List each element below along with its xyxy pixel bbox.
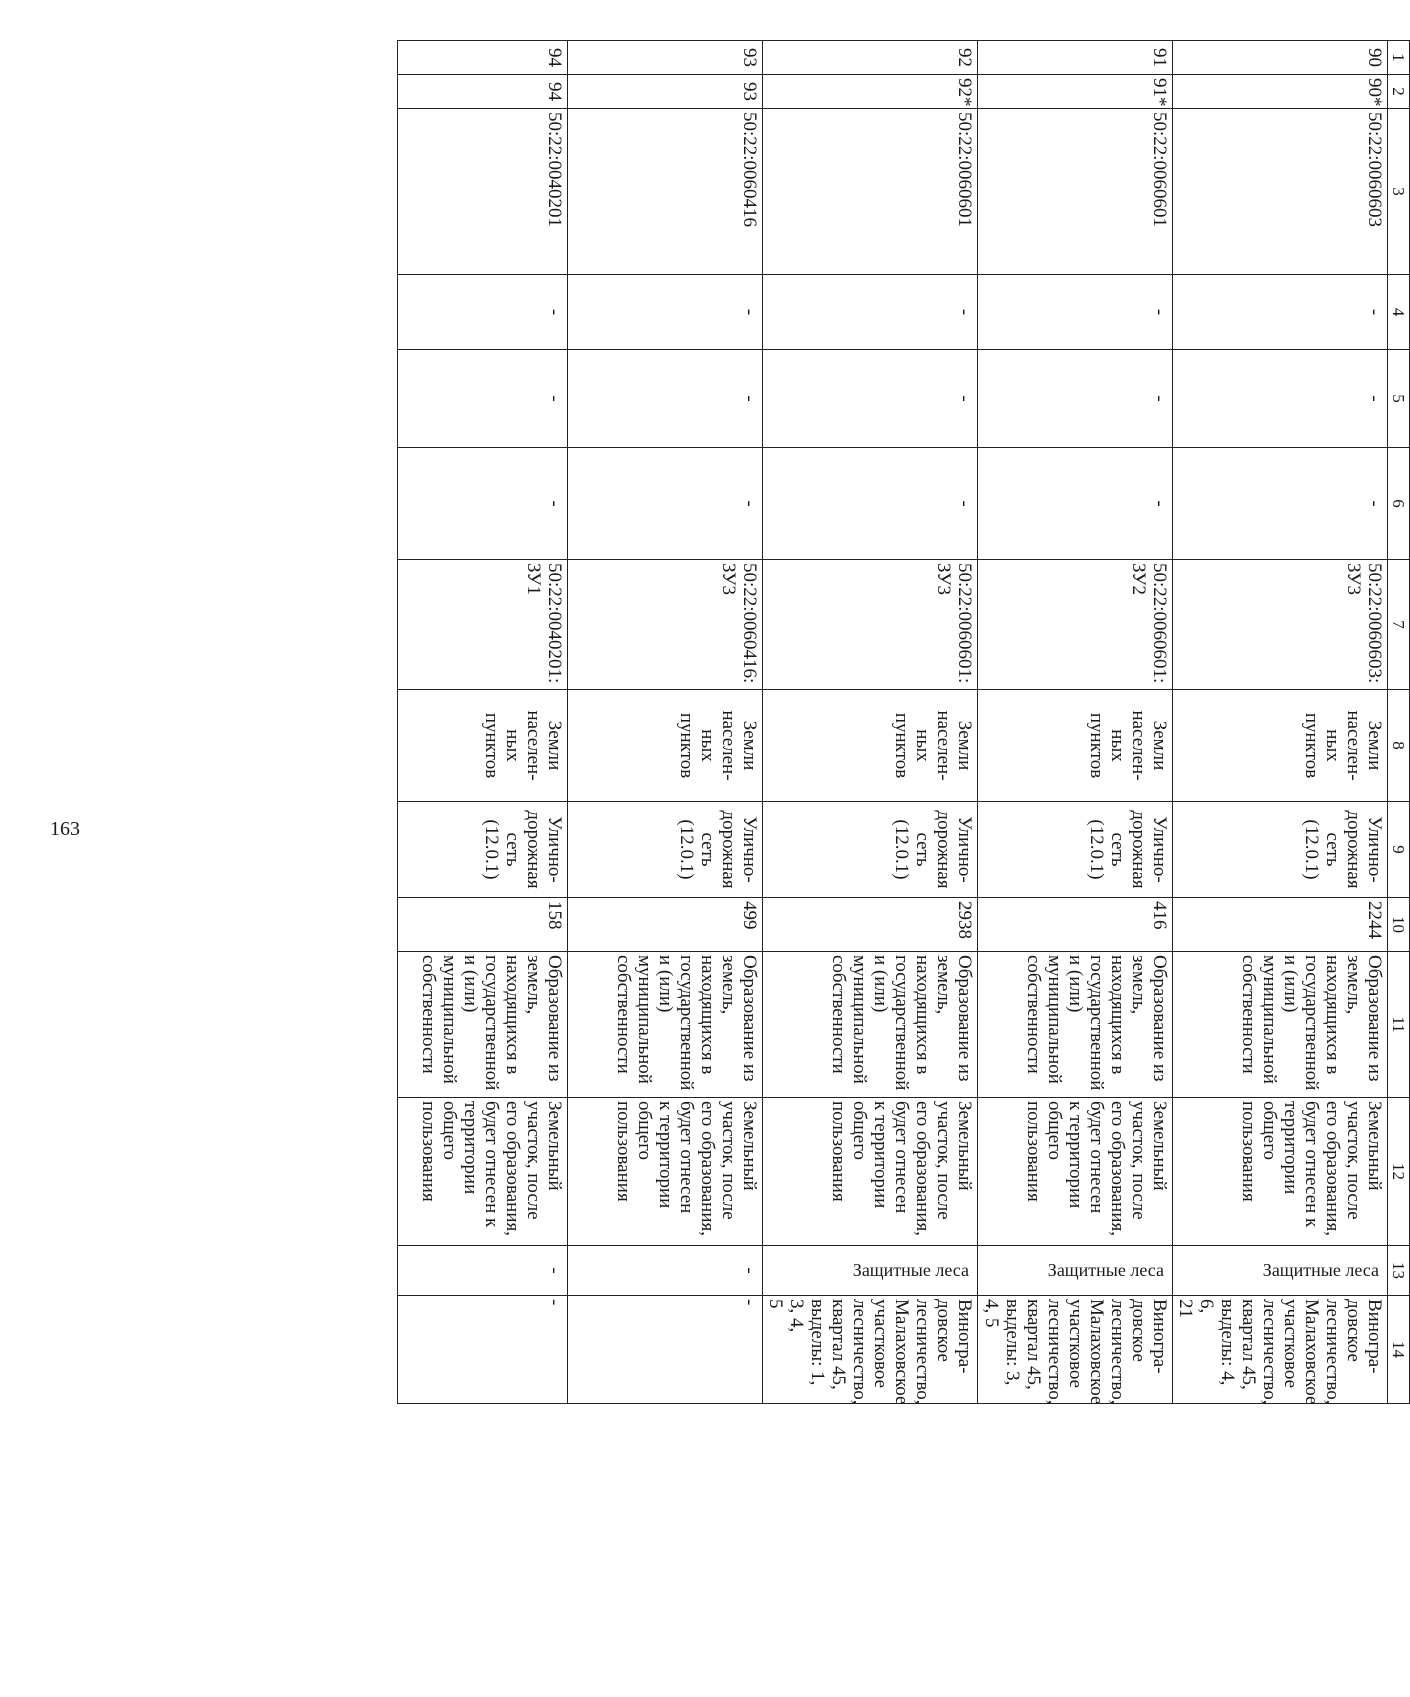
col-header-4: 4	[1388, 275, 1410, 350]
cell-col-10: 2244	[1173, 898, 1388, 952]
rotated-table-wrapper	[210, 40, 1410, 1403]
cell-col-3: 50:22:0060601	[978, 109, 1173, 275]
table-body	[398, 41, 1388, 1404]
cell-col-2: 93	[568, 75, 763, 109]
cell-col-7: 50:22:0060603: ЗУ3	[1173, 560, 1388, 690]
cell-col-3: 50:22:0060601	[763, 109, 978, 275]
cell-col-12: Земельный участок, после его образования, будет отнесен к территории общего пользования	[568, 1098, 763, 1246]
cell-col-3: 50:22:0060416	[568, 109, 763, 275]
col-header-14: 14	[1388, 1296, 1410, 1404]
cell-col-1: 90	[1173, 41, 1388, 75]
col-header-12: 12	[1388, 1098, 1410, 1246]
cell-col-5: -	[978, 350, 1173, 448]
cell-col-11: Образование из земель, находящихся в государственной и (или) муниципальной собственности	[978, 952, 1173, 1098]
table-row	[568, 41, 763, 1404]
cell-col-12: Земельный участок, после его образования, будет отнесен к территории общего пользования	[978, 1098, 1173, 1246]
cell-col-14: Виногра- довское лесничество, Малаховское участковое лесничество, квартал 45, выделы: 4, 6, 21	[1173, 1296, 1388, 1404]
cell-col-14: Виногра- довское лесничество, Малаховское участковое лесничество, квартал 45, выделы: 1, 3, 4, 5	[763, 1296, 978, 1404]
col-header-10: 10	[1388, 898, 1410, 952]
cell-col-12: Земельный участок, после его образования, будет отнесен к территории общего пользования	[1173, 1098, 1388, 1246]
cell-col-14: -	[398, 1296, 568, 1404]
cell-col-10: 2938	[763, 898, 978, 952]
table-row	[1173, 41, 1388, 1404]
cell-col-14: -	[568, 1296, 763, 1404]
col-header-1: 1	[1388, 41, 1410, 75]
cell-col-2: 92*	[763, 75, 978, 109]
header-row	[1388, 41, 1410, 1404]
cell-col-6: -	[763, 448, 978, 560]
cell-col-5: -	[763, 350, 978, 448]
cell-col-10: 416	[978, 898, 1173, 952]
table-row	[978, 41, 1173, 1404]
cell-col-9: Улично- дорожная сеть (12.0.1)	[398, 802, 568, 898]
cell-col-12: Земельный участок, после его образования, будет отнесен к территории общего пользования	[398, 1098, 568, 1246]
cell-col-11: Образование из земель, находящихся в государственной и (или) муниципальной собственности	[568, 952, 763, 1098]
table-row	[398, 41, 568, 1404]
cell-col-6: -	[568, 448, 763, 560]
col-header-7: 7	[1388, 560, 1410, 690]
col-header-9: 9	[1388, 802, 1410, 898]
cell-col-5: -	[1173, 350, 1388, 448]
cell-col-7: 50:22:0040201: ЗУ1	[398, 560, 568, 690]
cell-col-13: -	[568, 1246, 763, 1296]
cell-col-2: 91*	[978, 75, 1173, 109]
cell-col-10: 158	[398, 898, 568, 952]
cell-col-7: 50:22:0060601: ЗУ2	[978, 560, 1173, 690]
cell-col-4: -	[763, 275, 978, 350]
col-header-13: 13	[1388, 1246, 1410, 1296]
cell-col-2: 94	[398, 75, 568, 109]
cell-col-1: 93	[568, 41, 763, 75]
col-header-5: 5	[1388, 350, 1410, 448]
forest-type-label: Защитные леса	[1262, 1260, 1379, 1280]
cell-col-2: 90*	[1173, 75, 1388, 109]
cell-col-4: -	[568, 275, 763, 350]
cell-col-13: -	[398, 1246, 568, 1296]
cell-col-8: Земли населен- ных пунктов	[763, 690, 978, 802]
cell-col-9: Улично- дорожная сеть (12.0.1)	[568, 802, 763, 898]
cell-col-8: Земли населен- ных пунктов	[568, 690, 763, 802]
col-header-2: 2	[1388, 75, 1410, 109]
cell-col-3: 50:22:0060603	[1173, 109, 1388, 275]
land-plots-table	[397, 40, 1410, 1404]
cell-col-8: Земли населен- ных пунктов	[978, 690, 1173, 802]
table-row	[763, 41, 978, 1404]
cell-col-13	[763, 1246, 978, 1296]
cell-col-6: -	[398, 448, 568, 560]
cell-col-7: 50:22:0060416: ЗУ3	[568, 560, 763, 690]
forest-type-label: Защитные леса	[852, 1260, 969, 1280]
cell-col-8: Земли населен- ных пунктов	[398, 690, 568, 802]
cell-col-1: 92	[763, 41, 978, 75]
col-header-8: 8	[1388, 690, 1410, 802]
cell-col-12: Земельный участок, после его образования, будет отнесен к территории общего пользования	[763, 1098, 978, 1246]
cell-col-9: Улично- дорожная сеть (12.0.1)	[978, 802, 1173, 898]
cell-col-6: -	[978, 448, 1173, 560]
cell-col-9: Улично- дорожная сеть (12.0.1)	[1173, 802, 1388, 898]
cell-col-13	[978, 1246, 1173, 1296]
cell-col-5: -	[568, 350, 763, 448]
cell-col-4: -	[1173, 275, 1388, 350]
cell-col-10: 499	[568, 898, 763, 952]
cell-col-4: -	[398, 275, 568, 350]
cell-col-11: Образование из земель, находящихся в государственной и (или) муниципальной собственности	[398, 952, 568, 1098]
col-header-3: 3	[1388, 109, 1410, 275]
page-number: 163	[50, 818, 80, 840]
cell-col-13	[1173, 1246, 1388, 1296]
cell-col-1: 94	[398, 41, 568, 75]
forest-type-label: Защитные леса	[1047, 1260, 1164, 1280]
cell-col-1: 91	[978, 41, 1173, 75]
cell-col-9: Улично- дорожная сеть (12.0.1)	[763, 802, 978, 898]
cell-col-11: Образование из земель, находящихся в государственной и (или) муниципальной собственности	[1173, 952, 1388, 1098]
cell-col-14: Виногра- довское лесничество, Малаховское участковое лесничество, квартал 45, выделы: 3, 4, 5	[978, 1296, 1173, 1404]
cell-col-5: -	[398, 350, 568, 448]
cell-col-3: 50:22:0040201	[398, 109, 568, 275]
cell-col-8: Земли населен- ных пунктов	[1173, 690, 1388, 802]
cell-col-4: -	[978, 275, 1173, 350]
col-header-6: 6	[1388, 448, 1410, 560]
col-header-11: 11	[1388, 952, 1410, 1098]
cell-col-11: Образование из земель, находящихся в государственной и (или) муниципальной собственности	[763, 952, 978, 1098]
cell-col-7: 50:22:0060601: ЗУ3	[763, 560, 978, 690]
cell-col-6: -	[1173, 448, 1388, 560]
